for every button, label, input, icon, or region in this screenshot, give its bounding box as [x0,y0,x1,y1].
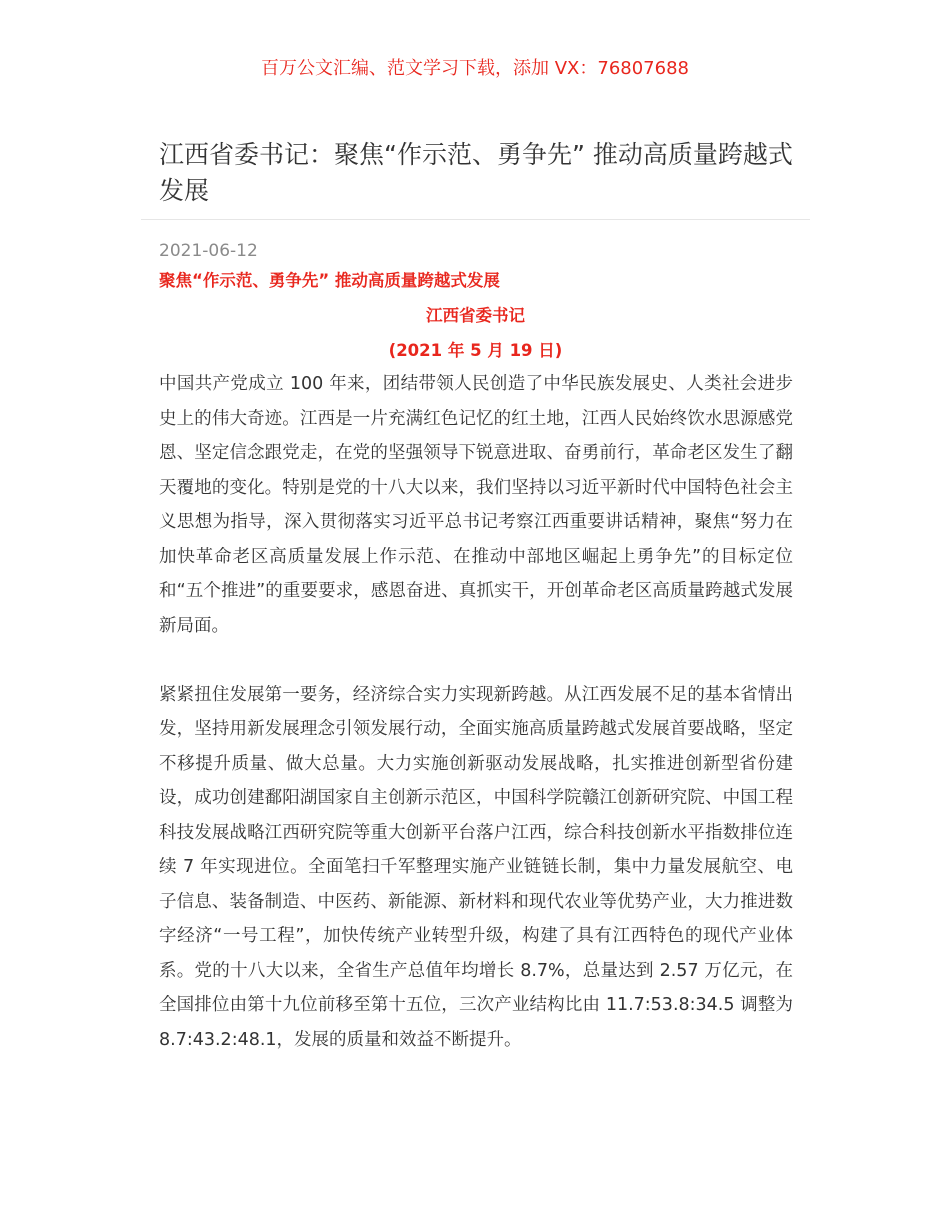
promo-banner: 百万公文汇编、范文学习下载，添加 VX：76807688 [261,58,689,79]
article-headline: 聚焦“作示范、勇争先” 推动高质量跨越式发展 [159,271,500,290]
article-date: 2021-06-12 [159,241,258,261]
article-body [159,367,793,1092]
article-author: 江西省委书记 [426,306,525,325]
paragraph: 中国共产党成立 100 年来，团结带领人民创造了中华民族发展史、人类社会进步史上的伟大奇迹。江西是一片充满红色记忆的红土地，江西人民始终饮水思源感党恩、坚定信念跟党走，在党的坚强领导下锐意进取、奋勇前行，革命老区发生了翻天覆地的变化。特别是党的十八大以来，我们坚持以习近平新时代中国特色社会主义思想为指导，深入贯彻落实习近平总书记考察江西重要讲话精神，聚焦“努力在加快革命老区高质量发展上作示范、在推动中部地区崛起上勇争先”的目标定位和“五个推进”的重要要求，感恩奋进、真抓实干，开创革命老区高质量跨越式发展新局面。 [159,374,793,636]
title-divider [141,219,810,220]
article-publish-date: (2021 年 5 月 19 日) [388,341,563,360]
paragraph: 紧紧扭住发展第一要务，经济综合实力实现新跨越。从江西发展不足的基本省情出发，坚持用新发展理念引领发展行动，全面实施高质量跨越式发展首要战略，坚定不移提升质量、做大总量。大力实施创新驱动发展战略，扎实推进创新型省份建设，成功创建鄱阳湖国家自主创新示范区，中国科学院赣江创新研究院、中国工程科技发展战略江西研究院等重大创新平台落户江西，综合科技创新水平指数排位连续 7 年实现进位。全面笔扫千军整理实施产业链链长制，集中力量发展航空、电子信息、装备制造、中医药、新能源、新材料和现代农业等优势产业，大力推进数字经济“一号工程”，加快传统产业转型升级，构建了具有江西特色的现代产业体系。党的十八大以来，全省生产总值年均增长 8.7%，总量达到 2.57 万亿元，在全国排位由第十九位前移至第十五位，三次产业结构比由 11.7:53.8:34.5 调整为 8.7:43.2:48.1，发展的质量和效益不断提升。 [159,684,793,1050]
article-title: 江西省委书记：聚焦“作示范、勇争先” 推动高质量跨越式发展 [159,140,793,205]
